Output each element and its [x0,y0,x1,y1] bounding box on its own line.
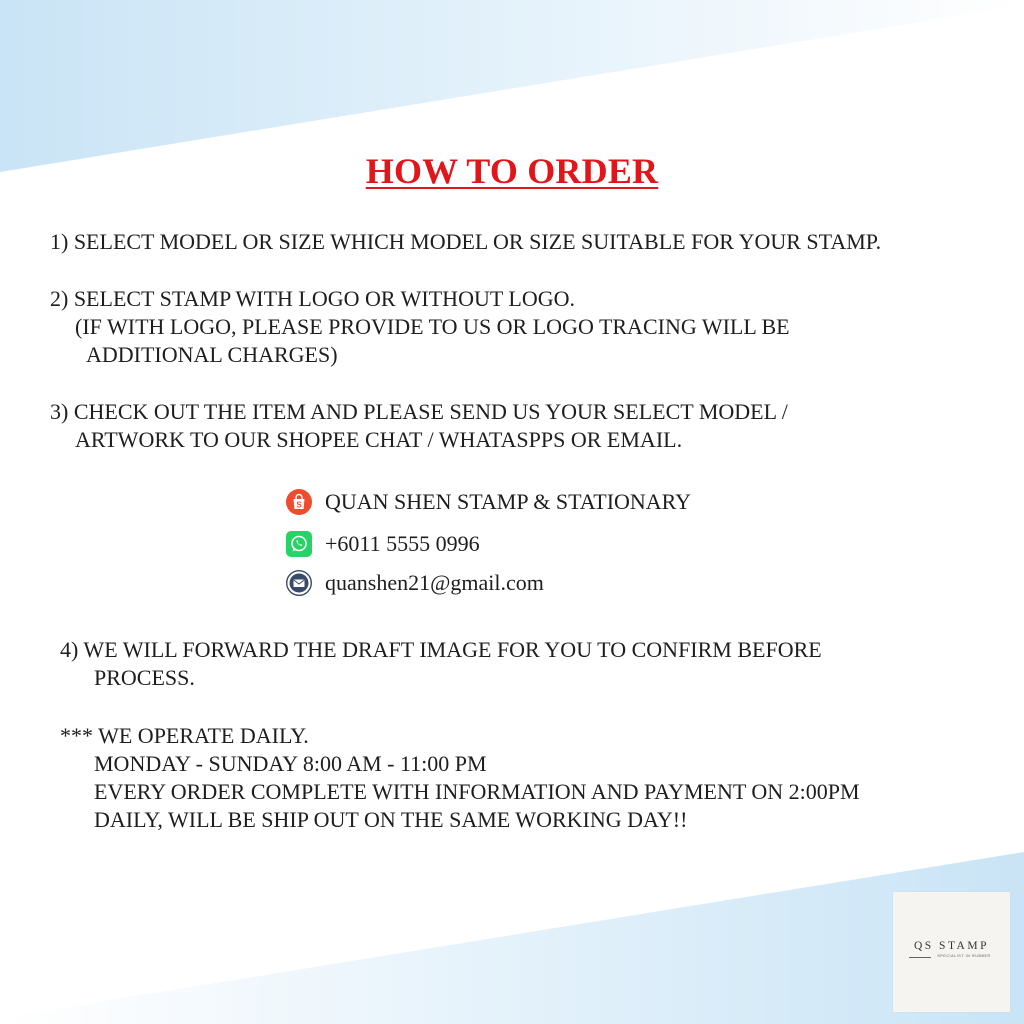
step-3-text: 3) CHECK OUT THE ITEM AND PLEASE SEND US YOUR SELECT MODEL / [50,399,788,424]
step-2-note-line-1: (IF WITH LOGO, PLEASE PROVIDE TO US OR LOGO TRACING WILL BE [75,314,790,339]
page-title: HOW TO ORDER [365,151,659,191]
operating-hours: MONDAY - SUNDAY 8:00 AM - 11:00 PM [94,751,487,776]
shopee-bag-icon [286,489,312,515]
logo-name: QS STAMP [913,940,989,952]
step-4-text: 4) WE WILL FORWARD THE DRAFT IMAGE FOR YOU TO CONFIRM BEFORE [60,637,822,662]
step-2-note-line-2: ADDITIONAL CHARGES) [86,342,338,367]
svg-text:S: S [296,500,302,510]
order-cutoff-note-cont: DAILY, WILL BE SHIP OUT ON THE SAME WORKING DAY!! [94,807,688,832]
contact-shop[interactable] [286,488,691,516]
order-cutoff-note: EVERY ORDER COMPLETE WITH INFORMATION AND PAYMENT ON 2:00PM [94,779,860,804]
top-left-wedge [0,0,1024,172]
step-3-text-cont: ARTWORK TO OUR SHOPEE CHAT / WHATASPPS OR EMAIL. [75,427,683,452]
bottom-right-wedge [0,852,1024,1024]
phone-number: +6011 5555 0996 [325,531,480,556]
operating-heading: *** WE OPERATE DAILY. [60,723,309,748]
email-address: quanshen21@gmail.com [325,570,544,595]
envelope-icon [286,570,312,596]
contact-phone[interactable] [286,530,480,558]
whatsapp-icon [286,531,312,557]
shop-name: QUAN SHEN STAMP & STATIONARY [325,489,692,514]
step-2-text: 2) SELECT STAMP WITH LOGO OR WITHOUT LOGO. [50,286,575,311]
logo-tagline: SPECIALIST IN RUBBER [937,954,991,958]
qs-stamp-logo [893,892,1010,1012]
contact-email[interactable] [286,569,544,597]
step-4-text-cont: PROCESS. [94,665,195,690]
step-1-text: 1) SELECT MODEL OR SIZE WHICH MODEL OR SIZE SUITABLE FOR YOUR STAMP. [50,229,882,254]
logo-divider [909,957,931,958]
